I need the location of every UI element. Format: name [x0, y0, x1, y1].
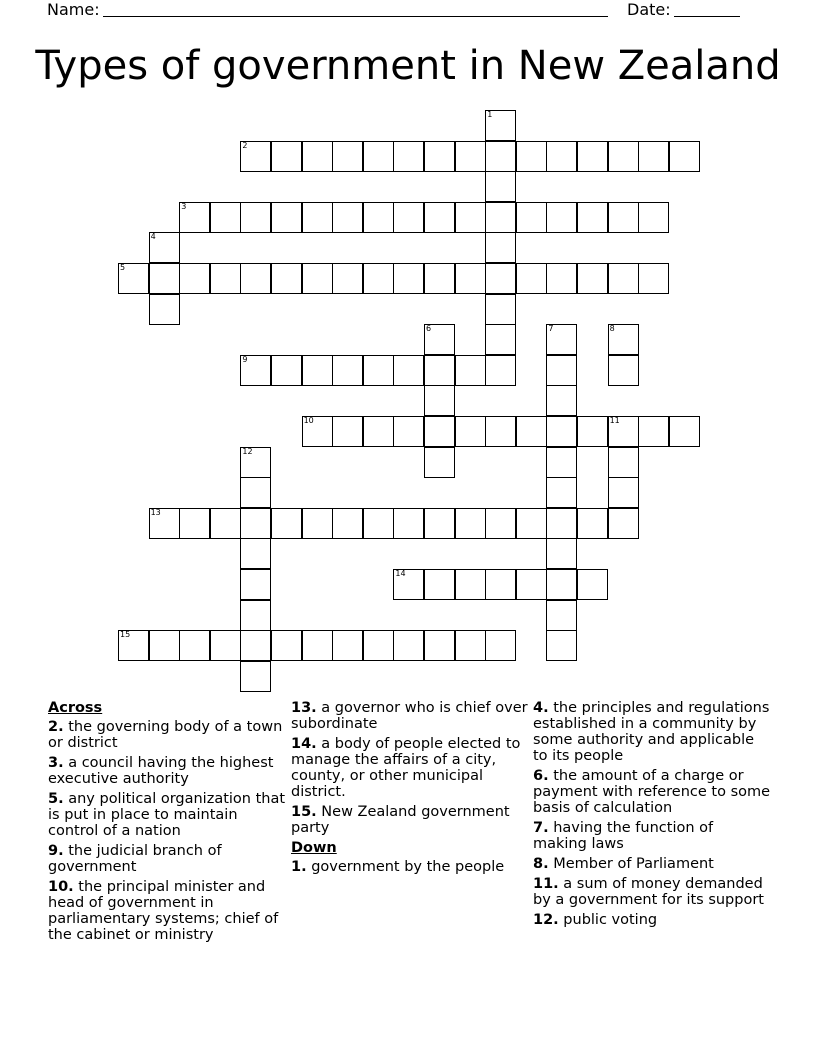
- clue-number: 10: [303, 416, 314, 425]
- grid-cell[interactable]: [271, 263, 302, 294]
- grid-cell[interactable]: [546, 141, 577, 172]
- grid-cell[interactable]: [608, 355, 639, 386]
- grid-cell[interactable]: [546, 355, 577, 386]
- grid-cell[interactable]: [424, 202, 455, 233]
- page-title: Types of government in New Zealand: [35, 43, 781, 89]
- grid-cell[interactable]: [302, 355, 333, 386]
- grid-cell[interactable]: [669, 141, 700, 172]
- grid-cell[interactable]: [302, 263, 333, 294]
- clues-column-3: [533, 700, 771, 932]
- clue-number: 2: [242, 140, 248, 150]
- clue-number: 5: [120, 263, 126, 272]
- clue-down-4: 4. the principles and regulations established in a community by some authority and applicable to its people: [533, 700, 770, 764]
- clue-number: 15: [120, 630, 131, 640]
- grid-cell[interactable]: [240, 661, 271, 692]
- grid-cell[interactable]: [455, 202, 486, 233]
- grid-cell[interactable]: [455, 630, 486, 661]
- grid-cell[interactable]: [363, 355, 394, 386]
- grid-cell[interactable]: [424, 324, 455, 355]
- grid-cell[interactable]: [302, 141, 333, 172]
- grid-cell[interactable]: [608, 416, 639, 447]
- clue-number: 3: [181, 201, 187, 211]
- grid-cell[interactable]: [149, 232, 180, 263]
- clue-number: 7: [548, 324, 554, 334]
- grid-cell[interactable]: [179, 202, 210, 233]
- grid-cell[interactable]: [240, 569, 271, 600]
- clue-across-5: 5. any political organization that is put in place to maintain control of a nation: [48, 791, 286, 839]
- across-heading: Across: [48, 700, 103, 716]
- grid-cell[interactable]: [332, 355, 363, 386]
- grid-cell[interactable]: [455, 416, 486, 447]
- grid-cell[interactable]: [271, 202, 302, 233]
- grid-cell[interactable]: [393, 202, 424, 233]
- grid-cell[interactable]: [577, 569, 608, 600]
- grid-cell[interactable]: [179, 263, 210, 294]
- grid-cell[interactable]: [577, 263, 608, 294]
- grid-cell[interactable]: [455, 508, 486, 539]
- grid-cell[interactable]: [455, 569, 486, 600]
- grid-cell[interactable]: [546, 324, 577, 355]
- grid-cell[interactable]: [393, 630, 424, 661]
- grid-cell[interactable]: [149, 294, 180, 325]
- grid-cell[interactable]: [516, 141, 547, 172]
- grid-cell[interactable]: [485, 569, 516, 600]
- grid-cell[interactable]: [363, 263, 394, 294]
- grid-cell[interactable]: [485, 110, 516, 141]
- clue-down-12: 12. public voting: [533, 912, 658, 928]
- grid-cell[interactable]: [424, 630, 455, 661]
- grid-cell[interactable]: [608, 508, 639, 539]
- grid-cell[interactable]: [240, 263, 271, 294]
- grid-cell[interactable]: [332, 416, 363, 447]
- grid-cell[interactable]: [546, 477, 577, 508]
- grid-cell[interactable]: [608, 202, 639, 233]
- grid-cell[interactable]: [455, 263, 486, 294]
- grid-cell[interactable]: [271, 141, 302, 172]
- grid-cell[interactable]: [393, 355, 424, 386]
- grid-cell[interactable]: [302, 508, 333, 539]
- grid-cell[interactable]: [608, 477, 639, 508]
- grid-cell[interactable]: [271, 355, 302, 386]
- grid-cell[interactable]: [546, 508, 577, 539]
- grid-cell[interactable]: [240, 630, 271, 661]
- clue-number: 1: [487, 110, 493, 119]
- grid-cell[interactable]: [240, 141, 271, 172]
- clue-across-13: 13. a governor who is chief over subordinate: [291, 700, 528, 732]
- grid-cell[interactable]: [546, 202, 577, 233]
- clue-number: 8: [609, 324, 615, 334]
- grid-cell[interactable]: [240, 600, 271, 631]
- grid-cell[interactable]: [638, 141, 669, 172]
- grid-cell[interactable]: [424, 569, 455, 600]
- clue-across-2: 2. the governing body of a town or district: [48, 719, 283, 751]
- grid-cell[interactable]: [393, 263, 424, 294]
- grid-cell[interactable]: [210, 630, 241, 661]
- grid-cell[interactable]: [455, 141, 486, 172]
- grid-cell[interactable]: [393, 416, 424, 447]
- clue-number: 9: [242, 354, 248, 364]
- grid-cell[interactable]: [485, 508, 516, 539]
- clue-number: 12: [242, 446, 253, 456]
- grid-cell[interactable]: [118, 630, 149, 661]
- clue-down-1: 1. government by the people: [291, 859, 505, 875]
- grid-cell[interactable]: [240, 508, 271, 539]
- grid-cell[interactable]: [516, 416, 547, 447]
- grid-cell[interactable]: [485, 141, 516, 172]
- clues-column-1: [48, 700, 286, 947]
- grid-cell[interactable]: [485, 324, 516, 355]
- grid-cell[interactable]: [546, 447, 577, 478]
- grid-cell[interactable]: [485, 294, 516, 325]
- clue-across-3: 3. a council having the highest executive authority: [48, 755, 274, 787]
- grid-cell[interactable]: [546, 385, 577, 416]
- grid-cell[interactable]: [485, 630, 516, 661]
- grid-cell[interactable]: [179, 508, 210, 539]
- grid-cell[interactable]: [485, 202, 516, 233]
- clue-number: 11: [609, 416, 620, 425]
- grid-cell[interactable]: [577, 508, 608, 539]
- grid-cell[interactable]: [638, 263, 669, 294]
- grid-cell[interactable]: [516, 202, 547, 233]
- clue-down-8: 8. Member of Parliament: [533, 856, 714, 872]
- grid-cell[interactable]: [546, 569, 577, 600]
- clue-across-10: 10. the principal minister and head of government in parliamentary systems; chief of the cabinet or ministry: [48, 879, 279, 943]
- grid-cell[interactable]: [363, 141, 394, 172]
- clue-number: 6: [426, 324, 432, 334]
- grid-cell[interactable]: [546, 630, 577, 661]
- grid-cell[interactable]: [240, 355, 271, 386]
- grid-cell[interactable]: [485, 263, 516, 294]
- grid-cell[interactable]: [240, 538, 271, 569]
- grid-cell[interactable]: [638, 202, 669, 233]
- grid-cell[interactable]: [149, 630, 180, 661]
- grid-cell[interactable]: [577, 141, 608, 172]
- grid-cell[interactable]: [546, 263, 577, 294]
- grid-cell[interactable]: [608, 141, 639, 172]
- grid-cell[interactable]: [485, 416, 516, 447]
- grid-cell[interactable]: [363, 202, 394, 233]
- down-heading: Down: [291, 840, 337, 856]
- grid-cell[interactable]: [424, 416, 455, 447]
- grid-cell[interactable]: [638, 416, 669, 447]
- grid-cell[interactable]: [608, 263, 639, 294]
- date-label: Date:: [627, 0, 671, 19]
- grid-cell[interactable]: [608, 447, 639, 478]
- grid-cell[interactable]: [363, 416, 394, 447]
- grid-cell[interactable]: [302, 202, 333, 233]
- clue-number: 4: [150, 232, 156, 242]
- grid-cell[interactable]: [516, 569, 547, 600]
- grid-cell[interactable]: [240, 202, 271, 233]
- clue-across-14: 14. a body of people elected to manage the affairs of a city, county, or other municipal district.: [291, 736, 521, 800]
- grid-cell[interactable]: [455, 355, 486, 386]
- grid-cell[interactable]: [393, 141, 424, 172]
- grid-cell[interactable]: [485, 232, 516, 263]
- grid-cell[interactable]: [149, 263, 180, 294]
- grid-cell[interactable]: [149, 508, 180, 539]
- grid-cell[interactable]: [118, 263, 149, 294]
- clue-across-15: 15. New Zealand government party: [291, 804, 510, 836]
- clue-down-6: 6. the amount of a charge or payment with reference to some basis of calculation: [533, 768, 771, 816]
- clue-number: 14: [395, 569, 406, 578]
- grid-cell[interactable]: [240, 447, 271, 478]
- grid-cell[interactable]: [210, 263, 241, 294]
- grid-cell[interactable]: [546, 538, 577, 569]
- grid-cell[interactable]: [302, 416, 333, 447]
- grid-cell[interactable]: [210, 202, 241, 233]
- grid-cell[interactable]: [424, 141, 455, 172]
- grid-cell[interactable]: [608, 324, 639, 355]
- grid-cell[interactable]: [332, 630, 363, 661]
- grid-cell[interactable]: [424, 447, 455, 478]
- grid-cell[interactable]: [393, 569, 424, 600]
- grid-cell[interactable]: [424, 355, 455, 386]
- grid-cell[interactable]: [485, 171, 516, 202]
- grid-cell[interactable]: [271, 630, 302, 661]
- grid-cell[interactable]: [393, 508, 424, 539]
- name-label: Name:: [47, 0, 100, 19]
- clue-across-9: 9. the judicial branch of government: [48, 843, 222, 875]
- grid-cell[interactable]: [577, 202, 608, 233]
- grid-cell[interactable]: [669, 416, 700, 447]
- grid-cell[interactable]: [424, 263, 455, 294]
- grid-cell[interactable]: [546, 600, 577, 631]
- grid-cell[interactable]: [516, 263, 547, 294]
- grid-cell[interactable]: [424, 385, 455, 416]
- grid-cell[interactable]: [485, 355, 516, 386]
- clue-down-11: 11. a sum of money demanded by a government for its support: [533, 876, 764, 908]
- grid-cell[interactable]: [363, 508, 394, 539]
- grid-cell[interactable]: [332, 263, 363, 294]
- clue-down-7: 7. having the function of making laws: [533, 820, 714, 852]
- grid-cell[interactable]: [332, 141, 363, 172]
- grid-cell[interactable]: [332, 508, 363, 539]
- grid-cell[interactable]: [332, 202, 363, 233]
- grid-cell[interactable]: [577, 416, 608, 447]
- grid-cell[interactable]: [516, 508, 547, 539]
- clue-number: 13: [150, 507, 161, 517]
- grid-cell[interactable]: [179, 630, 210, 661]
- grid-cell[interactable]: [210, 508, 241, 539]
- grid-cell[interactable]: [363, 630, 394, 661]
- grid-cell[interactable]: [546, 416, 577, 447]
- grid-cell[interactable]: [240, 477, 271, 508]
- grid-cell[interactable]: [302, 630, 333, 661]
- grid-cell[interactable]: [424, 508, 455, 539]
- clues-column-2: [291, 700, 529, 879]
- grid-cell[interactable]: [271, 508, 302, 539]
